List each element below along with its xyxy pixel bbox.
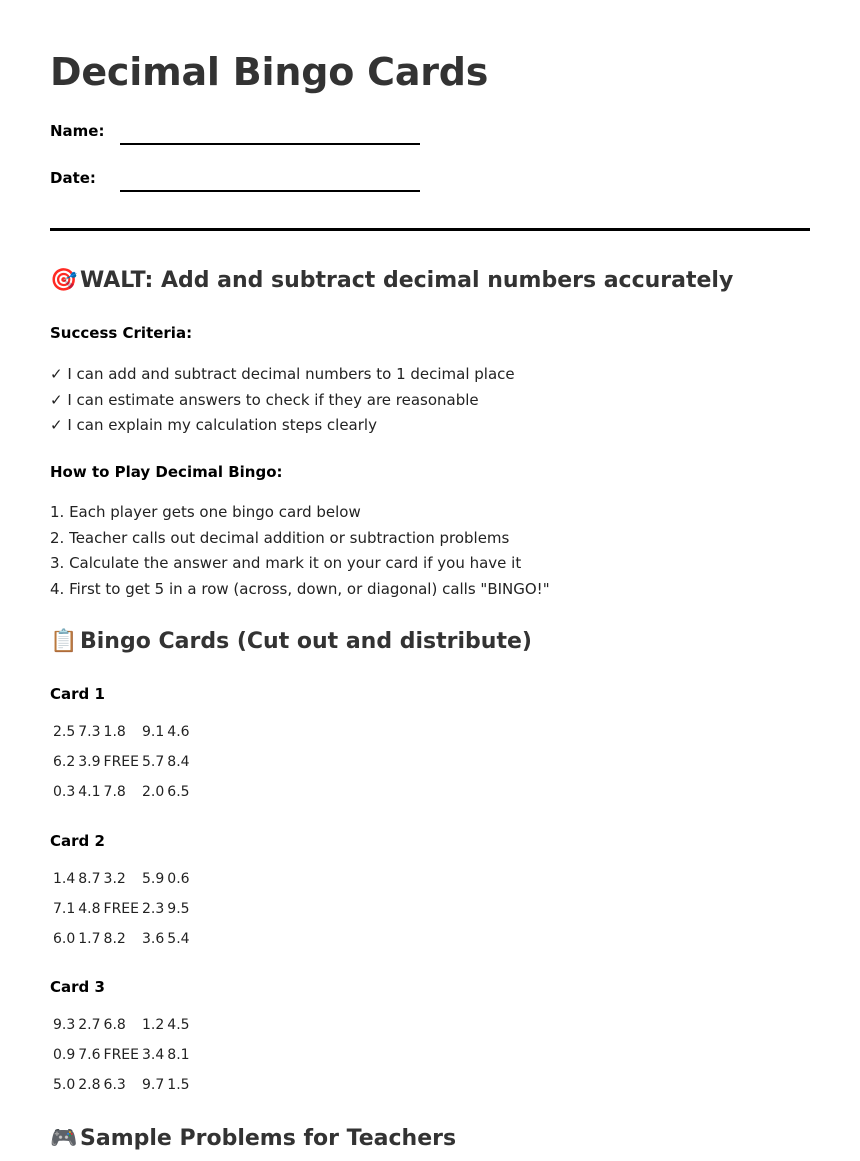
card-cell: 4.5: [167, 1017, 190, 1033]
card-cell: 3.6: [142, 931, 165, 947]
card-2-grid: [53, 864, 193, 954]
card-1-grid: [53, 717, 193, 807]
card-cell: 1.4: [53, 871, 76, 887]
card-cell: 4.6: [167, 724, 190, 740]
card-cell: 2.8: [78, 1077, 101, 1093]
bingo-cards-heading: [50, 629, 532, 654]
card-cell: 0.3: [53, 784, 76, 800]
card-cell-free: FREE: [103, 901, 140, 917]
game-controller-icon: 🎮: [50, 1126, 78, 1151]
criteria-item: ✓ I can explain my calculation steps clearly: [50, 416, 377, 434]
card-3-grid: [53, 1010, 193, 1100]
card-cell: 4.1: [78, 784, 101, 800]
card-cell: 8.4: [167, 754, 190, 770]
card-1-title: Card 1: [50, 685, 105, 703]
how-to-play-steps: [50, 500, 550, 602]
card-cell: 3.4: [142, 1047, 165, 1063]
card-cell: 5.4: [167, 931, 190, 947]
card-cell: 1.8: [103, 724, 126, 740]
card-cell: 9.7: [142, 1077, 165, 1093]
date-input-line[interactable]: [120, 190, 420, 192]
card-cell: 3.9: [78, 754, 101, 770]
card-row: [53, 717, 193, 747]
card-cell: 6.3: [103, 1077, 126, 1093]
step-item: 3. Calculate the answer and mark it on your card if you have it: [50, 554, 522, 572]
header-divider: [50, 228, 810, 231]
card-cell-free: FREE: [103, 754, 140, 770]
card-cell: 9.5: [167, 901, 190, 917]
card-cell: 6.5: [167, 784, 190, 800]
step-item: 2. Teacher calls out decimal addition or subtraction problems: [50, 528, 510, 547]
card-cell: 9.3: [53, 1017, 76, 1033]
page-title: Decimal Bingo Cards: [50, 50, 489, 94]
card-cell: 2.5: [53, 724, 76, 740]
card-cell: 7.3: [78, 724, 101, 740]
name-label: Name:: [50, 122, 105, 140]
card-cell: 2.7: [78, 1017, 101, 1033]
criteria-item: ✓ I can estimate answers to check if they are reasonable: [50, 390, 479, 409]
step-item: 1. Each player gets one bingo card below: [50, 503, 361, 521]
card-cell: 8.1: [167, 1047, 190, 1063]
card-cell: 8.7: [78, 871, 101, 887]
card-row: [53, 777, 193, 807]
card-2-title: Card 2: [50, 832, 105, 850]
card-cell: 6.8: [103, 1017, 126, 1033]
card-cell: 0.9: [53, 1047, 76, 1063]
card-row: [53, 747, 193, 777]
card-cell-free: FREE: [103, 1047, 140, 1063]
card-cell: 5.9: [142, 871, 165, 887]
dart-target-icon: 🎯: [50, 268, 78, 293]
card-row: [53, 1010, 193, 1040]
card-cell: 6.2: [53, 754, 76, 770]
card-cell: 1.2: [142, 1017, 165, 1033]
sample-problems-heading-text: Sample Problems for Teachers: [80, 1126, 457, 1151]
card-row: [53, 864, 193, 894]
name-input-line[interactable]: [120, 143, 420, 145]
card-cell: 9.1: [142, 724, 165, 740]
success-criteria-list: [50, 362, 515, 439]
success-criteria-heading: Success Criteria:: [50, 324, 193, 342]
criteria-item: ✓ I can add and subtract decimal numbers to 1 decimal place: [50, 365, 515, 383]
card-3-title: Card 3: [50, 978, 105, 996]
bingo-cards-heading-text: Bingo Cards (Cut out and distribute): [80, 629, 532, 654]
sample-problems-heading: [50, 1126, 456, 1151]
card-row: [53, 894, 193, 924]
card-cell: 3.2: [103, 871, 126, 887]
card-cell: 4.8: [78, 901, 101, 917]
card-cell: 5.7: [142, 754, 165, 770]
card-cell: 1.7: [78, 931, 101, 947]
card-cell: 7.8: [103, 784, 126, 800]
clipboard-icon: 📋: [50, 629, 78, 654]
card-cell: 7.1: [53, 901, 76, 917]
card-row: [53, 1040, 193, 1070]
card-cell: 5.0: [53, 1077, 76, 1093]
card-cell: 8.2: [103, 931, 126, 947]
card-row: [53, 924, 193, 954]
card-cell: 1.5: [167, 1077, 190, 1093]
card-cell: 7.6: [78, 1047, 101, 1063]
card-cell: 0.6: [167, 871, 190, 887]
walt-heading: [50, 268, 733, 293]
card-cell: 2.0: [142, 784, 165, 800]
card-row: [53, 1070, 193, 1100]
step-item: 4. First to get 5 in a row (across, down, or diagonal) calls "BINGO!": [50, 579, 550, 598]
card-cell: 6.0: [53, 931, 76, 947]
date-label: Date:: [50, 169, 96, 187]
card-cell: 2.3: [142, 901, 165, 917]
walt-heading-text: WALT: Add and subtract decimal numbers accurately: [80, 268, 734, 293]
how-to-play-heading: How to Play Decimal Bingo:: [50, 463, 283, 481]
